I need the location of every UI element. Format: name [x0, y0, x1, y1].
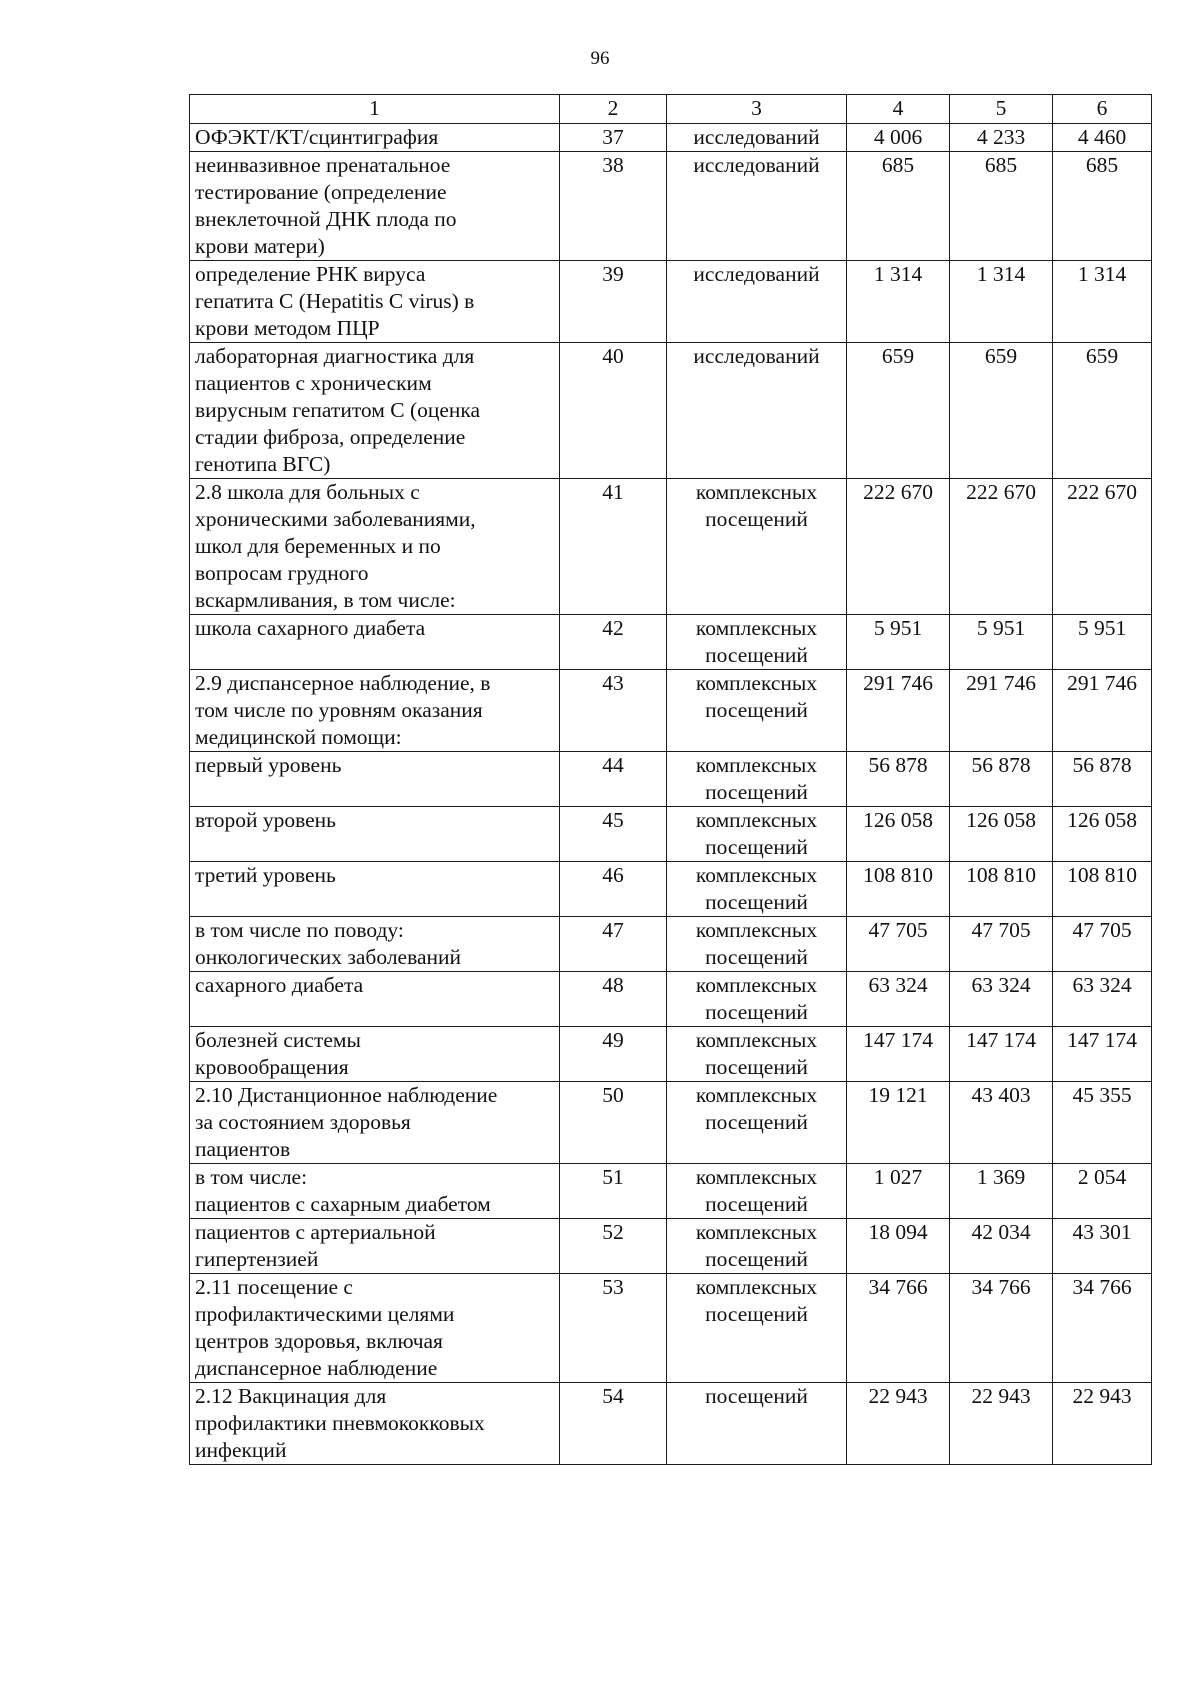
row-value-col6: 291 746	[1053, 670, 1152, 752]
row-value-col5: 291 746	[950, 670, 1053, 752]
row-unit-cell: исследований	[667, 152, 847, 261]
row-value-col6: 147 174	[1053, 1027, 1152, 1082]
row-unit-cell: комплексных посещений	[667, 917, 847, 972]
row-unit-cell: комплексных посещений	[667, 479, 847, 615]
row-value-col5: 1 369	[950, 1164, 1053, 1219]
row-value-col5: 126 058	[950, 807, 1053, 862]
row-number-cell: 46	[560, 862, 667, 917]
row-value-col5: 42 034	[950, 1219, 1053, 1274]
row-value-col5: 222 670	[950, 479, 1053, 615]
row-name-cell: болезней системы кровообращения	[190, 1027, 560, 1082]
row-value-col4: 34 766	[847, 1274, 950, 1383]
row-value-col4: 291 746	[847, 670, 950, 752]
row-value-col4: 5 951	[847, 615, 950, 670]
column-header: 3	[667, 95, 847, 124]
row-name-cell: первый уровень	[190, 752, 560, 807]
row-name-cell: второй уровень	[190, 807, 560, 862]
row-number-cell: 49	[560, 1027, 667, 1082]
row-number-cell: 39	[560, 261, 667, 343]
row-unit-cell: комплексных посещений	[667, 1027, 847, 1082]
row-number-cell: 54	[560, 1383, 667, 1465]
row-number-cell: 42	[560, 615, 667, 670]
row-value-col6: 1 314	[1053, 261, 1152, 343]
row-number-cell: 47	[560, 917, 667, 972]
row-number-cell: 51	[560, 1164, 667, 1219]
table-row	[190, 862, 1152, 917]
row-value-col6: 47 705	[1053, 917, 1152, 972]
table-row	[190, 1164, 1152, 1219]
row-value-col5: 659	[950, 343, 1053, 479]
row-name-cell: ОФЭКТ/КТ/сцинтиграфия	[190, 124, 560, 152]
row-value-col5: 56 878	[950, 752, 1053, 807]
row-value-col4: 63 324	[847, 972, 950, 1027]
row-value-col4: 222 670	[847, 479, 950, 615]
row-value-col4: 18 094	[847, 1219, 950, 1274]
row-unit-cell: посещений	[667, 1383, 847, 1465]
table-row	[190, 1027, 1152, 1082]
row-name-cell: пациентов с артериальной гипертензией	[190, 1219, 560, 1274]
table-row	[190, 670, 1152, 752]
row-number-cell: 52	[560, 1219, 667, 1274]
column-header: 6	[1053, 95, 1152, 124]
row-value-col5: 108 810	[950, 862, 1053, 917]
row-value-col5: 685	[950, 152, 1053, 261]
table-row	[190, 807, 1152, 862]
table-row	[190, 1274, 1152, 1383]
row-unit-cell: комплексных посещений	[667, 752, 847, 807]
row-name-cell: школа сахарного диабета	[190, 615, 560, 670]
row-unit-cell: комплексных посещений	[667, 1082, 847, 1164]
row-value-col4: 126 058	[847, 807, 950, 862]
table-row	[190, 1219, 1152, 1274]
row-value-col6: 2 054	[1053, 1164, 1152, 1219]
row-name-cell: 2.11 посещение с профилактическими целями центров здоровья, включая диспансерное наблюдение	[190, 1274, 560, 1383]
row-number-cell: 41	[560, 479, 667, 615]
row-value-col5: 147 174	[950, 1027, 1053, 1082]
row-value-col6: 22 943	[1053, 1383, 1152, 1465]
table-row	[190, 972, 1152, 1027]
row-value-col4: 56 878	[847, 752, 950, 807]
row-value-col5: 47 705	[950, 917, 1053, 972]
column-header: 1	[190, 95, 560, 124]
row-name-cell: сахарного диабета	[190, 972, 560, 1027]
row-unit-cell: исследований	[667, 343, 847, 479]
row-unit-cell: комплексных посещений	[667, 1274, 847, 1383]
column-header: 4	[847, 95, 950, 124]
row-unit-cell: комплексных посещений	[667, 670, 847, 752]
row-value-col5: 22 943	[950, 1383, 1053, 1465]
row-value-col6: 56 878	[1053, 752, 1152, 807]
column-header: 2	[560, 95, 667, 124]
row-value-col4: 685	[847, 152, 950, 261]
row-name-cell: определение РНК вируса гепатита С (Hepatitis C virus) в крови методом ПЦР	[190, 261, 560, 343]
row-number-cell: 44	[560, 752, 667, 807]
row-value-col5: 34 766	[950, 1274, 1053, 1383]
row-value-col4: 147 174	[847, 1027, 950, 1082]
row-value-col4: 108 810	[847, 862, 950, 917]
row-number-cell: 53	[560, 1274, 667, 1383]
row-value-col6: 43 301	[1053, 1219, 1152, 1274]
row-value-col6: 222 670	[1053, 479, 1152, 615]
row-name-cell: неинвазивное пренатальное тестирование (определение внеклеточной ДНК плода по крови матери)	[190, 152, 560, 261]
row-value-col5: 43 403	[950, 1082, 1053, 1164]
table-row	[190, 343, 1152, 479]
table-row	[190, 152, 1152, 261]
row-name-cell: третий уровень	[190, 862, 560, 917]
row-number-cell: 50	[560, 1082, 667, 1164]
row-unit-cell: комплексных посещений	[667, 1164, 847, 1219]
row-unit-cell: комплексных посещений	[667, 807, 847, 862]
row-value-col6: 659	[1053, 343, 1152, 479]
table-row	[190, 124, 1152, 152]
table-row	[190, 615, 1152, 670]
row-value-col6: 34 766	[1053, 1274, 1152, 1383]
table-row	[190, 917, 1152, 972]
row-value-col6: 5 951	[1053, 615, 1152, 670]
row-value-col6: 126 058	[1053, 807, 1152, 862]
table-row	[190, 1383, 1152, 1465]
row-value-col4: 4 006	[847, 124, 950, 152]
table-row	[190, 261, 1152, 343]
row-value-col4: 22 943	[847, 1383, 950, 1465]
row-value-col6: 4 460	[1053, 124, 1152, 152]
row-value-col5: 1 314	[950, 261, 1053, 343]
row-value-col4: 1 314	[847, 261, 950, 343]
row-value-col4: 19 121	[847, 1082, 950, 1164]
row-number-cell: 37	[560, 124, 667, 152]
column-header: 5	[950, 95, 1053, 124]
row-unit-cell: исследований	[667, 124, 847, 152]
row-name-cell: в том числе по поводу: онкологических заболеваний	[190, 917, 560, 972]
row-value-col6: 108 810	[1053, 862, 1152, 917]
row-value-col5: 5 951	[950, 615, 1053, 670]
table-row	[190, 1082, 1152, 1164]
row-name-cell: в том числе: пациентов с сахарным диабетом	[190, 1164, 560, 1219]
row-name-cell: 2.12 Вакцинация для профилактики пневмококковых инфекций	[190, 1383, 560, 1465]
row-name-cell: лабораторная диагностика для пациентов с хроническим вирусным гепатитом С (оценка стадии фиброза, определение генотипа ВГС)	[190, 343, 560, 479]
row-value-col6: 685	[1053, 152, 1152, 261]
row-value-col4: 1 027	[847, 1164, 950, 1219]
row-value-col4: 659	[847, 343, 950, 479]
row-value-col5: 63 324	[950, 972, 1053, 1027]
row-value-col6: 45 355	[1053, 1082, 1152, 1164]
row-number-cell: 40	[560, 343, 667, 479]
table-header-row	[190, 95, 1152, 124]
row-value-col6: 63 324	[1053, 972, 1152, 1027]
table-row	[190, 752, 1152, 807]
page-number: 96	[590, 48, 610, 69]
data-table	[189, 94, 1152, 1465]
row-unit-cell: комплексных посещений	[667, 862, 847, 917]
row-unit-cell: комплексных посещений	[667, 615, 847, 670]
row-name-cell: 2.9 диспансерное наблюдение, в том числе по уровням оказания медицинской помощи:	[190, 670, 560, 752]
row-name-cell: 2.10 Дистанционное наблюдение за состоянием здоровья пациентов	[190, 1082, 560, 1164]
row-number-cell: 45	[560, 807, 667, 862]
row-unit-cell: исследований	[667, 261, 847, 343]
table-row	[190, 479, 1152, 615]
row-number-cell: 38	[560, 152, 667, 261]
row-number-cell: 43	[560, 670, 667, 752]
row-value-col5: 4 233	[950, 124, 1053, 152]
row-number-cell: 48	[560, 972, 667, 1027]
row-unit-cell: комплексных посещений	[667, 972, 847, 1027]
row-value-col4: 47 705	[847, 917, 950, 972]
row-name-cell: 2.8 школа для больных с хроническими заболеваниями, школ для беременных и по вопросам грудного вскармливания, в том числе:	[190, 479, 560, 615]
row-unit-cell: комплексных посещений	[667, 1219, 847, 1274]
